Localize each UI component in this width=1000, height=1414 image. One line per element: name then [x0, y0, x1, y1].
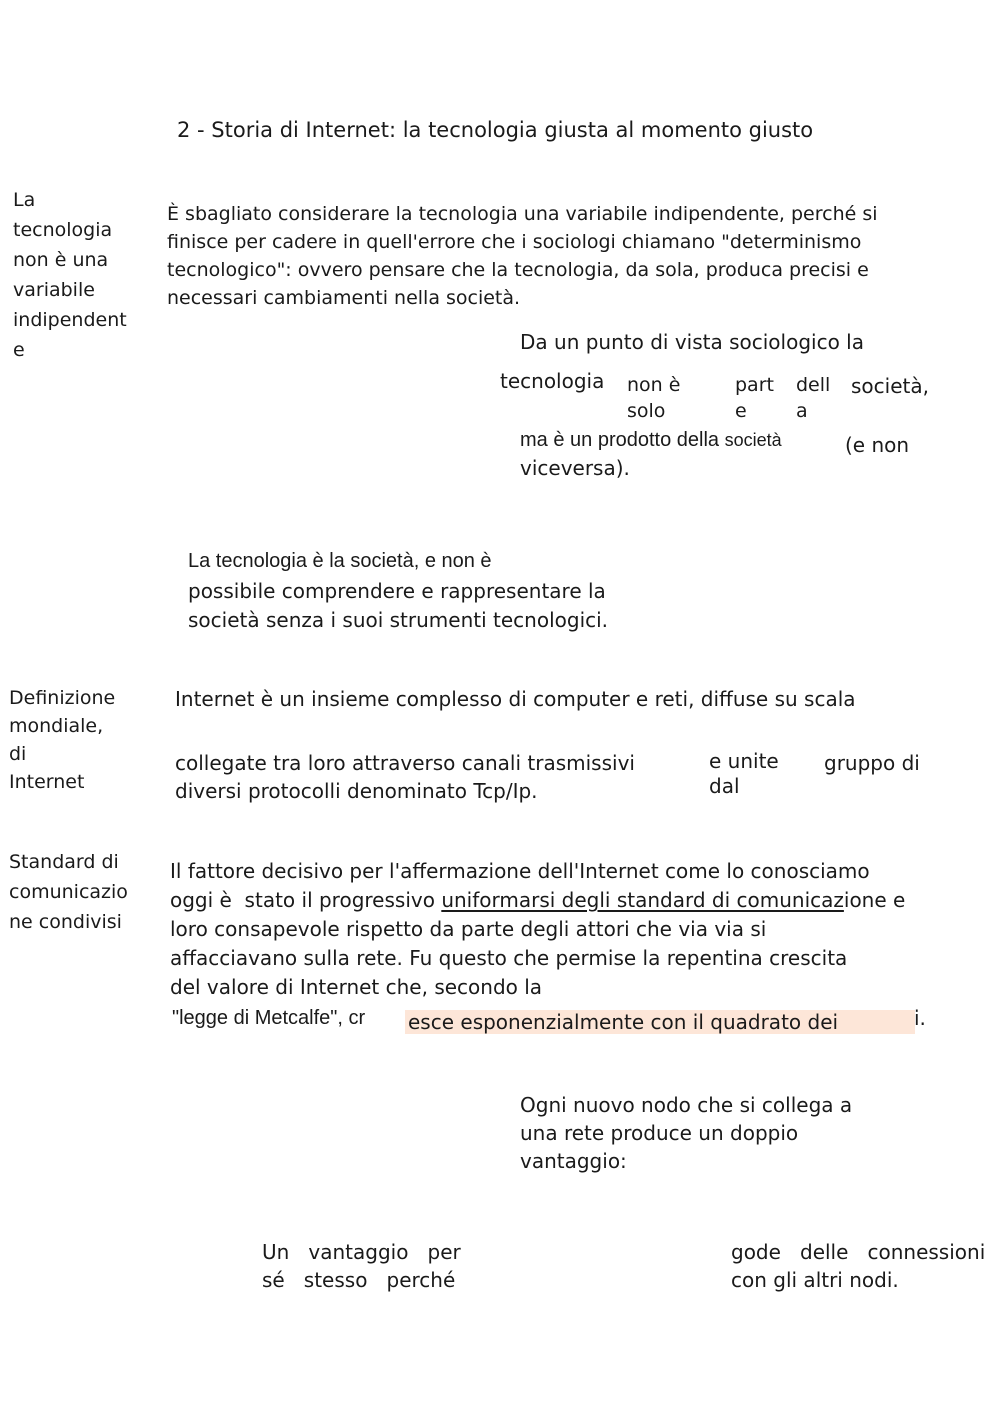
section2-line3: diversi protocolli denominato Tcp/Ip.: [175, 779, 538, 803]
section2-line2b: e unite: [709, 749, 779, 773]
callout1-word-a: a: [796, 400, 808, 422]
section3-line2: [170, 886, 905, 914]
section2-line2d: gruppo di: [824, 751, 920, 775]
side-label-line: La: [13, 189, 36, 211]
section3-underlined-text: uniformarsi degli standard di comunicaz: [441, 888, 844, 912]
body-line: tecnologico": ovvero pensare che la tecnologia, da sola, produca precisi e: [167, 259, 869, 281]
side-label-line: e: [13, 339, 25, 361]
body-line: È sbagliato considerare la tecnologia una variabile indipendente, perché si: [167, 203, 878, 225]
side-label-line: non è una: [13, 249, 109, 271]
bottom-left-line1: Un vantaggio per: [262, 1240, 461, 1264]
section3-line4: affacciavano sulla rete. Fu questo che permise la repentina crescita: [170, 946, 848, 970]
callout1-line4: viceversa).: [520, 456, 630, 480]
callout2-line1: La tecnologia è la società, e non è: [188, 550, 492, 572]
bottom-left-line2: sé stesso perché: [262, 1268, 456, 1292]
bottom-right-line2: con gli altri nodi.: [731, 1268, 899, 1292]
side-label-line: mondiale,: [9, 715, 104, 737]
side-label-line: comunicazio: [9, 881, 128, 903]
callout3-line: Ogni nuovo nodo che si collega a: [520, 1093, 853, 1117]
side-label-line: indipendent: [13, 309, 127, 331]
section3-line6c: i.: [914, 1006, 926, 1030]
side-label-definizione: [9, 684, 115, 796]
section3-line3: loro consapevole rispetto da parte degli attori che via via si: [170, 917, 767, 941]
body-line: necessari cambiamenti nella società.: [167, 287, 521, 309]
callout1-line3: [520, 426, 782, 454]
side-label-line: Definizione: [9, 687, 116, 709]
side-label-line: variabile: [13, 279, 95, 301]
side-label-standard: [9, 847, 128, 937]
callout1-word-e: e: [735, 400, 747, 422]
body-line: finisce per cadere in quell'errore che i sociologi chiamano "determinismo: [167, 231, 862, 253]
section2-line2a: collegate tra loro attraverso canali trasmissivi: [175, 751, 635, 775]
callout1-line3-end: società: [724, 430, 782, 450]
section2-line1: Internet è un insieme complesso di computer e reti, diffuse su scala: [175, 687, 856, 711]
callout1-line3-text: ma è un prodotto della: [520, 429, 720, 451]
bottom-right-line1: gode delle connessioni: [731, 1240, 986, 1264]
side-label-tecnologia: [13, 185, 153, 365]
section3-line2-pre: oggi è stato il progressivo: [170, 888, 442, 912]
callout3: [520, 1091, 852, 1175]
side-label-line: di: [9, 743, 27, 765]
section3-line2-post: ione e: [843, 888, 906, 912]
callout1-line1: Da un punto di vista sociologico la: [520, 330, 864, 354]
callout1-word-dell: dell: [796, 374, 831, 396]
callout2-line2: possibile comprendere e rappresentare la: [188, 579, 606, 603]
section3-line6a: "legge di Metcalfe", cr: [172, 1007, 366, 1029]
callout3-line: vantaggio:: [520, 1149, 627, 1173]
side-label-line: tecnologia: [13, 219, 113, 241]
page-title: 2 - Storia di Internet: la tecnologia giusta al momento giusto: [177, 118, 814, 142]
section2-line2c: dal: [709, 774, 740, 798]
section1-body: [167, 200, 878, 312]
callout2-line3: società senza i suoi strumenti tecnologici.: [188, 608, 609, 632]
callout1-word-tecnologia: tecnologia: [500, 369, 605, 393]
callout1-word-societa: società,: [851, 374, 929, 398]
section3-line6b: esce esponenzialmente con il quadrato dei: [408, 1010, 839, 1034]
side-label-line: ne condivisi: [9, 911, 122, 933]
section3-line5: del valore di Internet che, secondo la: [170, 975, 543, 999]
callout1-word-non-e: non è: [627, 374, 681, 396]
side-label-line: Internet: [9, 771, 85, 793]
section3-line1: Il fattore decisivo per l'affermazione dell'Internet come lo conosciamo: [170, 859, 870, 883]
callout3-line: una rete produce un doppio: [520, 1121, 799, 1145]
side-label-line: Standard di: [9, 851, 119, 873]
callout1-word-part: part: [735, 374, 774, 396]
callout1-paren: (e non: [845, 433, 910, 457]
callout1-word-solo: solo: [627, 400, 666, 422]
